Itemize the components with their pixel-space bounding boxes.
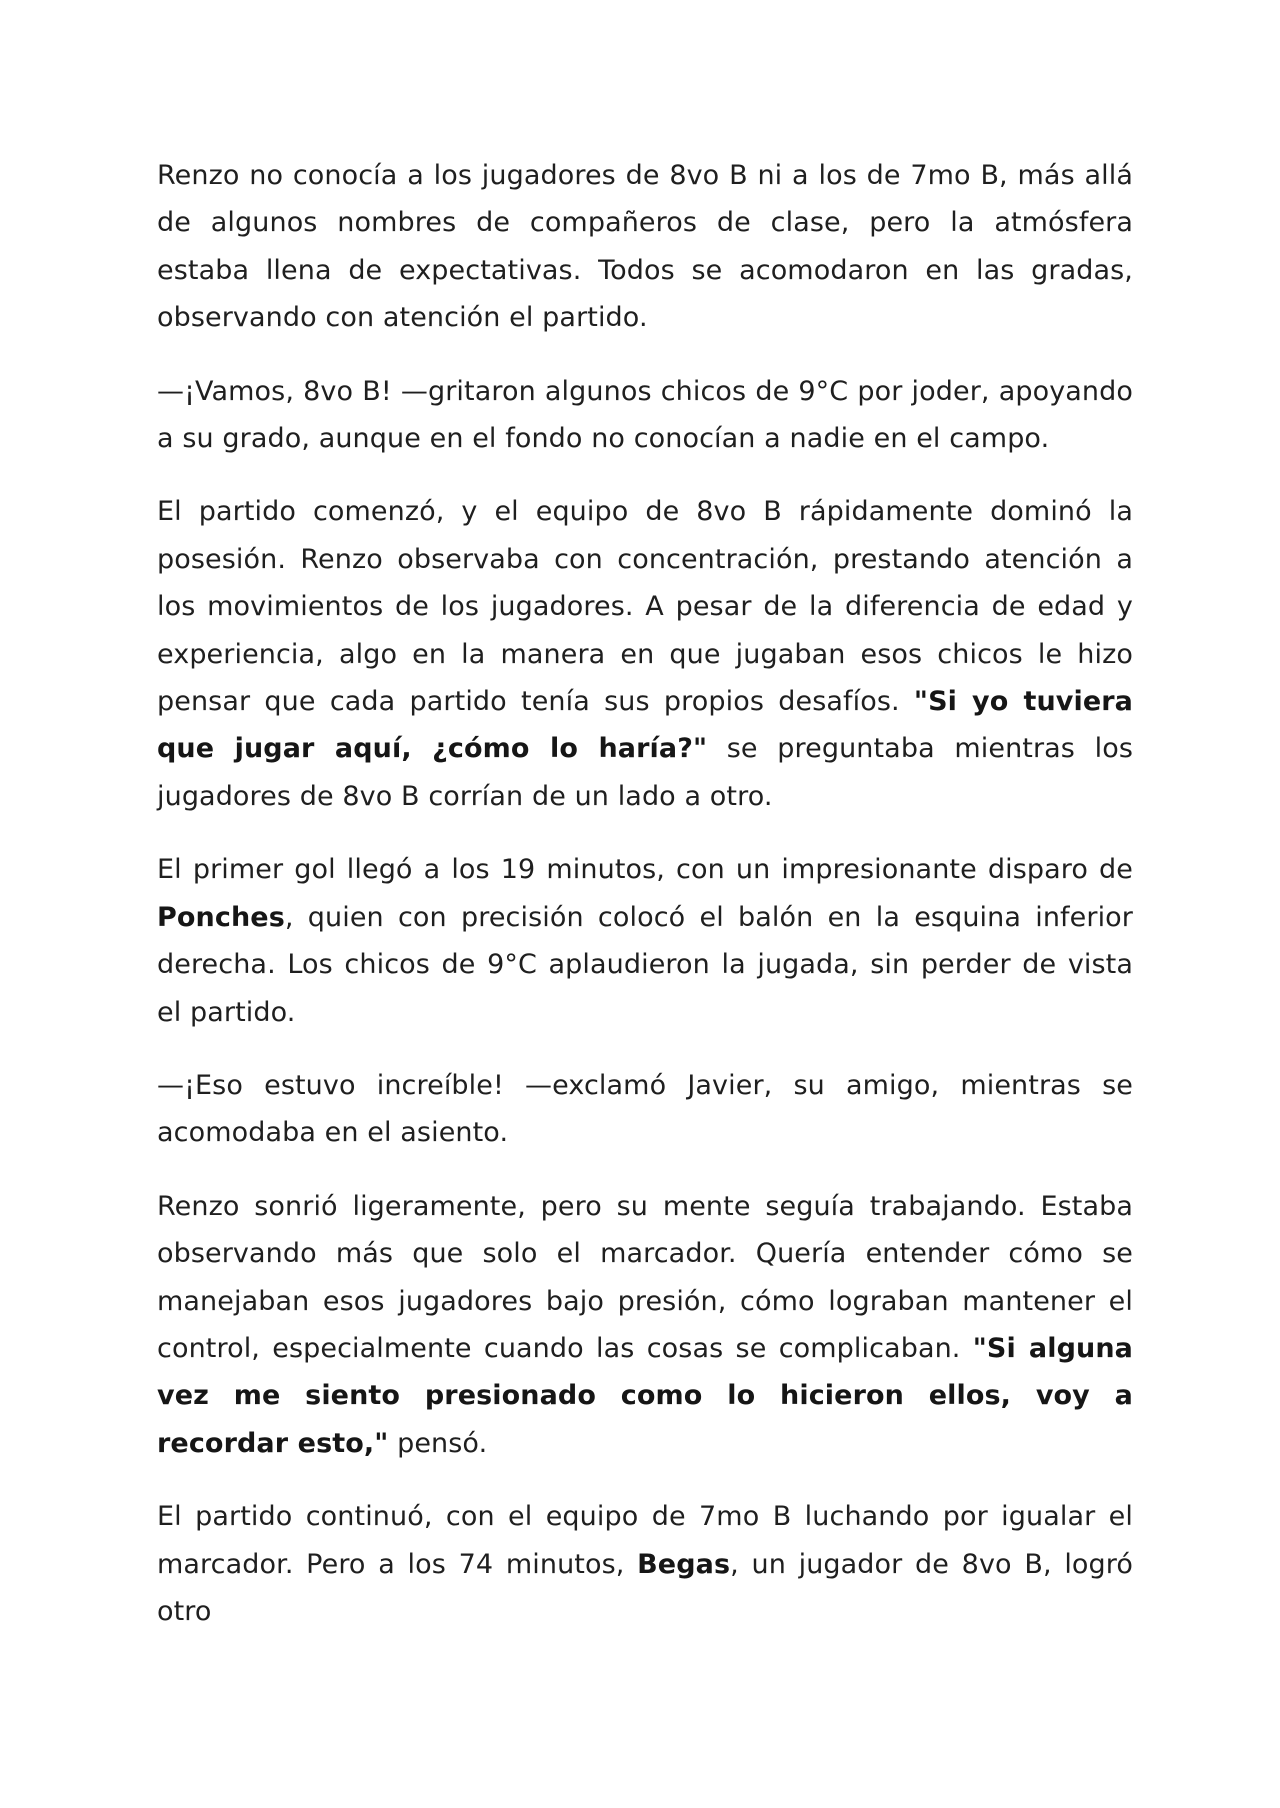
paragraph-4-text-a: El primer gol llegó a los 19 minutos, con un impresionante disparo de bbox=[157, 854, 1133, 886]
paragraph-6-text-a: Renzo sonrió ligeramente, pero su mente seguía trabajando. Estaba observando más que solo el marcador. Quería entender cómo se manejaban esos jugadores bajo presión, cómo lograban mantener el control, especialmente cuando las cosas se complicaban. bbox=[157, 1190, 1133, 1364]
paragraph-7-text-b: , un jugador de 8vo B, logró otro bbox=[157, 1548, 1133, 1627]
paragraph-5 bbox=[157, 1062, 1133, 1157]
paragraph-2-text: —¡Vamos, 8vo B! —gritaron algunos chicos de 9°C por joder, apoyando a su grado, aunque en el fondo no conocían a nadie en el campo. bbox=[157, 375, 1133, 455]
paragraph-3 bbox=[157, 488, 1133, 820]
paragraph-6 bbox=[157, 1183, 1133, 1467]
document-page bbox=[157, 152, 1133, 1661]
paragraph-1 bbox=[157, 152, 1133, 342]
paragraph-4 bbox=[157, 846, 1133, 1036]
paragraph-3-text-b: se preguntaba mientras los jugadores de 8vo B corrían de un lado a otro. bbox=[157, 733, 1134, 812]
paragraph-7-bold-name: Begas bbox=[637, 1548, 731, 1580]
paragraph-4-bold-name: Ponches bbox=[157, 901, 285, 933]
paragraph-2 bbox=[157, 368, 1133, 463]
paragraph-3-bold-quote: "Si yo tuviera que jugar aquí, ¿cómo lo haría?" bbox=[157, 686, 1133, 765]
paragraph-4-text-b: , quien con precisión colocó el balón en la esquina inferior derecha. Los chicos de 9°C aplaudieron la jugada, sin perder de vista el partido. bbox=[157, 901, 1133, 1028]
paragraph-6-bold-quote: "Si alguna vez me siento presionado como lo hicieron ellos, voy a recordar esto," bbox=[157, 1332, 1133, 1459]
paragraph-3-text-a: El partido comenzó, y el equipo de 8vo B rápidamente dominó la posesión. Renzo observaba con concentración, prestando atención a los movimientos de los jugadores. A pesar de la diferencia de edad y experiencia, algo en la manera en que jugaban esos chicos le hizo pensar que cada partido tenía sus propios desafíos. bbox=[157, 496, 1133, 718]
paragraph-7 bbox=[157, 1493, 1133, 1635]
paragraph-5-text: —¡Eso estuvo increíble! —exclamó Javier, su amigo, mientras se acomodaba en el asiento. bbox=[157, 1069, 1133, 1149]
paragraph-6-text-b: pensó. bbox=[388, 1427, 488, 1459]
paragraph-1-text: Renzo no conocía a los jugadores de 8vo B ni a los de 7mo B, más allá de algunos nombres de compañeros de clase, pero la atmósfera estaba llena de expectativas. Todos se acomodaron en las gradas, observando con atención el partido. bbox=[157, 160, 1133, 334]
paragraph-7-text-a: El partido continuó, con el equipo de 7mo B luchando por igualar el marcador. Pero a los 74 minutos, bbox=[157, 1501, 1133, 1580]
